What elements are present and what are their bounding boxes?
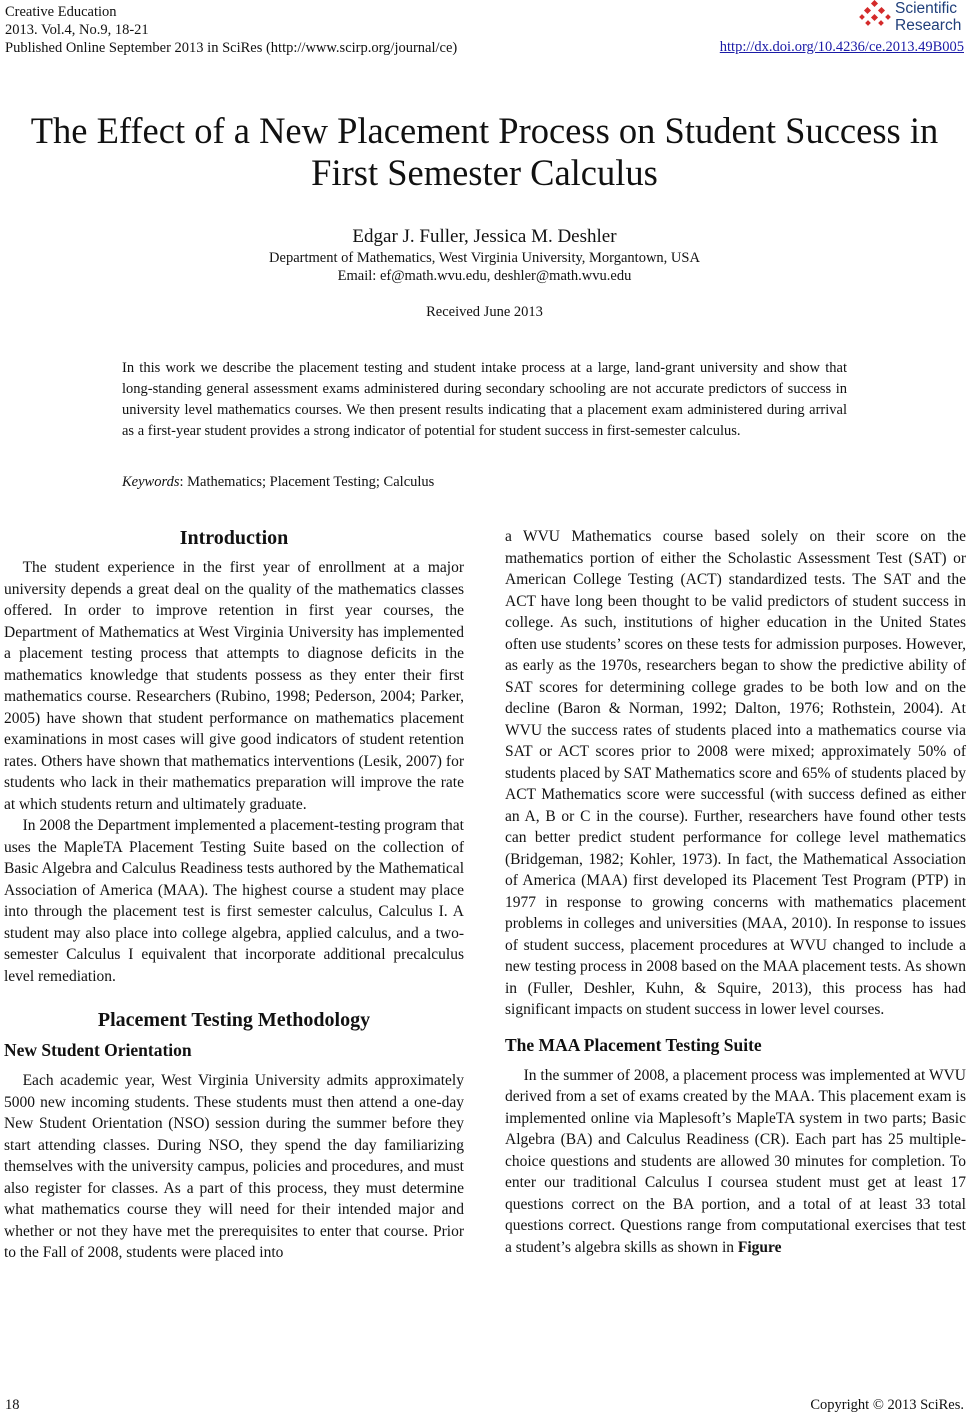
title-line-1: The Effect of a New Placement Process on Student Success in xyxy=(30,110,939,151)
intro-paragraph-1: The student experience in the first year of enrollment at a major university depends a great deal on the quality of the mathematics classes offered. In order to improve retention in first year courses, the Department of Mathematics at West Virginia University has implemented a placement testing process that attempts to diagnose deficits in the mathematics knowledge that students possess as they enter their first mathematics course. Researchers (Rubino, 1998; Pederson, 2004; Parker, 2005) have shown that student performance on mathematics placement examinations in most cases will give good indicators of student retention rates. Others have shown that mathematics interventions (Lesik, 2007) for students who lack in their mathematics preparation will improve the rate at which students return and ultimately graduate. xyxy=(4,559,464,813)
journal-volume: 2013. Vol.4, No.9, 18-21 xyxy=(5,22,149,38)
maa-heading: The MAA Placement Testing Suite xyxy=(505,1034,762,1055)
logo-diamond-icon xyxy=(859,0,893,28)
nso-heading: New Student Orientation xyxy=(4,1040,192,1060)
continued-paragraph: a WVU Mathematics course based solely on their score on the mathematics portion of either the Scholastic Assessment Test (SAT) or American College Testing (ACT) standardized tests. The SAT and the ACT have long been thought to be valid predictors of student success in college. As such, institutions of higher education in the United States often use students’ scores on these tests for admission purposes. However, as early as the 1970s, researchers began to show the predictive ability of SAT scores for determining college grades to be both low and on the decline (Baron & Norman, 1992; Dalton, 1976; Rothstein, 2004). At WVU the success rates of students placed into a mathematics course via SAT or ACT scores prior to 2008 were mixed; approximately 50% of students placed by SAT Mathematics score and 65% of students placed by ACT Mathematics score were successful (with success defined as either an A, B or C in the course). Further, researchers have found other tests can better predict student performance for college level mathematics (Bridgeman, 1982; Kohler, 1973). In fact, the Mathematical Association of America (MAA) first developed its Placement Test Program (PTP) in 1977 in response to growing concerns with mathematics placement problems in colleges and universities (MAA, 2010). In response to issues of student success, placement procedures at WVU changed to include a new testing process in 2008 based on the MAA placement tests. As shown in (Fuller, Deshler, Kuhn, & Squire, 2013), this process has had significant impacts on student success in lower level courses. xyxy=(505,528,966,1018)
journal-name: Creative Education xyxy=(5,4,117,20)
scientific-research-logo xyxy=(859,0,963,36)
received-date: Received June 2013 xyxy=(426,304,543,320)
affiliation: Department of Mathematics, West Virginia University, Morgantown, USA xyxy=(269,250,700,266)
affiliation-block xyxy=(0,249,969,285)
journal-header xyxy=(5,3,457,57)
doi-link[interactable]: http://dx.doi.org/10.4236/ce.2013.49B005 xyxy=(719,39,964,55)
abstract: In this work we describe the placement testing and student intake process at a large, land-grant university and show that long-standing general assessment exams administered during secondary schooling are not accurate predictors of success in university level mathematics courses. We then present results indicating that a placement exam administered during arrival as a first-year student provides a strong indicator of potential for student success in first-semester calculus. xyxy=(122,360,847,439)
keywords xyxy=(122,474,847,491)
authors: Edgar J. Fuller, Jessica M. Deshler xyxy=(352,226,617,247)
page-number: 18 xyxy=(5,1397,20,1413)
keywords-label: Keywords xyxy=(122,474,180,490)
methodology-heading: Placement Testing Methodology xyxy=(97,1009,371,1031)
copyright: Copyright © 2013 SciRes. xyxy=(810,1397,964,1413)
left-column xyxy=(4,526,464,1264)
nso-paragraph: Each academic year, West Virginia University admits approximately 5000 new incoming students. These students must then attend a one-day New Student Orientation (NSO) session during the summer before they start attending classes. During NSO, they spend the day familiarizing themselves with the university campus, policies and procedures, and must also register for classes. As a part of this process, they must determine what mathematics course they will need for their intended major and whether or not they have met the prerequisites to enter that course. Prior to the Fall of 2008, students were placed into xyxy=(4,1072,464,1261)
logo-line-1: Scientific xyxy=(895,0,958,17)
logo-line-2: Research xyxy=(895,17,962,34)
figure-reference: Figure xyxy=(737,1238,782,1256)
keywords-list: : Mathematics; Placement Testing; Calculus xyxy=(179,474,435,490)
title-line-2: First Semester Calculus xyxy=(311,152,658,193)
maa-paragraph xyxy=(505,1065,966,1259)
email: Email: ef@math.wvu.edu, deshler@math.wvu.edu xyxy=(337,268,632,284)
paper-title xyxy=(0,110,969,194)
published-online: Published Online September 2013 in SciRes (http://www.scirp.org/journal/ce) xyxy=(5,40,458,56)
introduction-heading: Introduction xyxy=(179,527,289,549)
right-column xyxy=(505,526,966,1258)
maa-paragraph-text: In the summer of 2008, a placement process was implemented at WVU derived from a set of exams created by the MAA. This placement exam is implemented online via Maplesoft’s MapleTA system in two parts; Basic Algebra (BA) and Calculus Readiness (CR). Each part has 25 multiple-choice questions and students are allowed 30 minutes for completion. To enter our traditional Calculus I coursea student must get at least 17 questions correct on the BA portion, and a total of at least 33 total questions correct. Questions range from computational exercises that test a student’s algebra skills as shown in xyxy=(505,1066,966,1256)
intro-paragraph-2: In 2008 the Department implemented a placement-testing program that uses the MapleTA Placement Testing Suite based on the collection of Basic Algebra and Calculus Readiness tests authored by the Mathematical Association of America (MAA). The highest course a student may place into through the placement test is first semester calculus, Calculus I. A student may also place into college algebra, applied calculus, and a two-semester Calculus I equivalent that incorporate additional precalculus level remediation. xyxy=(4,817,464,985)
